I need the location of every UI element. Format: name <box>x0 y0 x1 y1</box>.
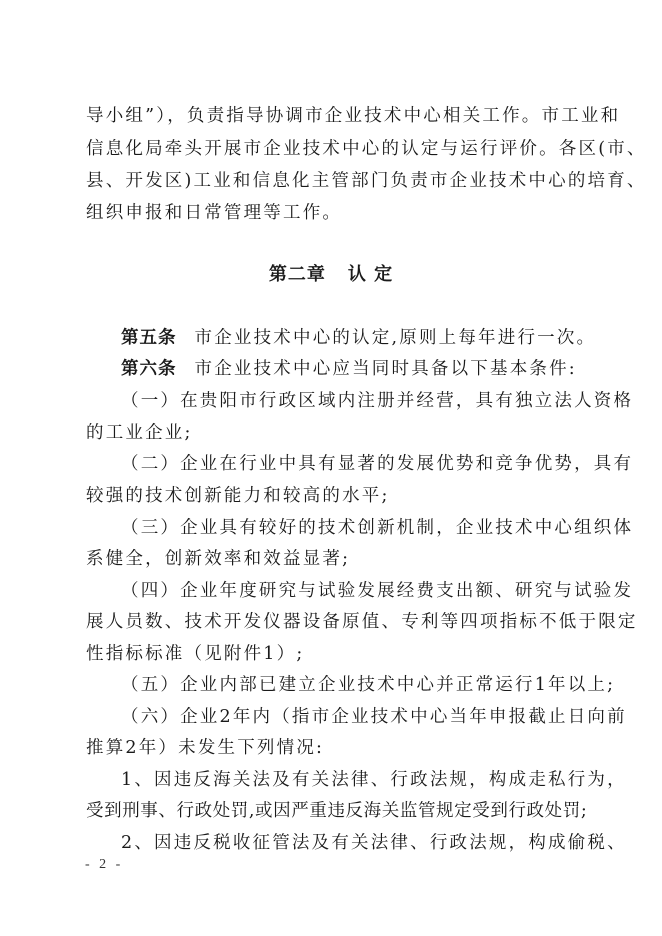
article-label: 第六条 <box>121 359 177 379</box>
condition-1-line: 的工业企业; <box>86 423 193 443</box>
article-text: 市企业技术中心的认定,原则上每年进行一次。 <box>194 328 597 348</box>
paragraph-line: 信息化局牵头开展市企业技术中心的认定与运行评价。各区(市、 <box>86 139 647 159</box>
condition-4-line: 展人员数、技术开发仪器设备原值、专利等四项指标不低于限定 <box>86 612 638 632</box>
condition-2-line: 较强的技术创新能力和较高的水平; <box>86 486 390 506</box>
condition-4-line: 性指标标准（见附件1）; <box>86 644 305 664</box>
paragraph-line: 导小组”），负责指导协调市企业技术中心相关工作。市工业和 <box>86 106 621 126</box>
condition-3-line: 系健全，创新效率和效益显著; <box>86 549 351 569</box>
article-label: 第五条 <box>121 328 177 348</box>
condition-5-line: （五）企业内部已建立企业技术中心并正常运行1年以上; <box>121 675 616 695</box>
condition-1-line: （一）在贵阳市行政区域内注册并经营，具有独立法人资格 <box>121 391 634 411</box>
article-text: 市企业技术中心应当同时具备以下基本条件: <box>194 359 577 379</box>
situation-1-line: 1、因违反海关法及有关法律、行政法规，构成走私行为， <box>121 770 627 790</box>
chapter-heading <box>0 260 662 286</box>
paragraph-line: 组织申报和日常管理等工作。 <box>86 203 343 223</box>
page-number: - 2 - <box>85 857 124 872</box>
condition-2-line: （二）企业在行业中具有显著的发展优势和竞争优势，具有 <box>121 454 634 474</box>
article-6 <box>121 357 578 381</box>
condition-6-line: （六）企业2年内（指市企业技术中心当年申报截止日向前 <box>121 707 627 727</box>
chapter-title: 认 定 <box>347 264 394 285</box>
paragraph-line: 县、开发区)工业和信息化主管部门负责市企业技术中心的培育、 <box>86 171 647 191</box>
article-5 <box>121 326 597 350</box>
condition-3-line: （三）企业具有较好的技术创新机制，企业技术中心组织体 <box>121 518 634 538</box>
situation-2-line: 2、因违反税收征管法及有关法律、行政法规，构成偷税、 <box>121 833 627 853</box>
condition-4-line: （四）企业年度研究与试验发展经费支出额、研究与试验发 <box>121 581 634 601</box>
situation-1-line: 受到刑事、行政处罚,或因严重违反海关监管规定受到行政处罚; <box>86 801 588 821</box>
chapter-number: 第二章 <box>268 264 326 285</box>
condition-6-line: 推算2年）未发生下列情况: <box>86 738 325 758</box>
